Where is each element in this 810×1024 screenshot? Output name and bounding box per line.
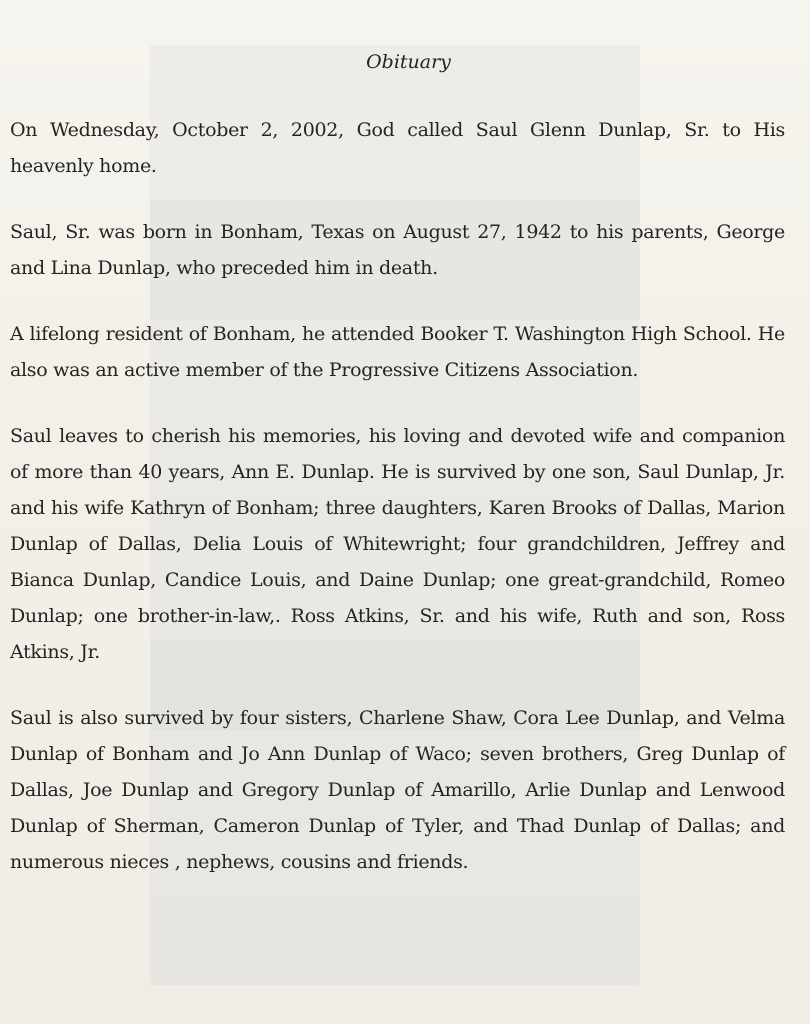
document-title: Obituary <box>366 51 451 73</box>
document-body <box>10 42 785 910</box>
paragraph-life: A lifelong resident of Bonham, he attended Booker T. Washington High School. He also was an active member of the Progressive Citizens Association. <box>10 323 785 381</box>
paragraph-survivors-family: Saul leaves to cherish his memories, his loving and devoted wife and companion of more than 40 years, Ann E. Dunlap. He is survived by one son, Saul Dunlap, Jr. and his wife Kathryn of Bonham; three daughters, Karen Brooks of Dallas, Marion Dunlap of Dallas, Delia Louis of Whitewright; four grandchildren, Jeffrey and Bianca Dunlap, Candice Louis, and Daine Dunlap; one great-grandchild, Romeo Dunlap; one brother-in-law,. Ross Atkins, Sr. and his wife, Ruth and son, Ross Atkins, Jr. <box>10 425 785 663</box>
paragraph-birth: Saul, Sr. was born in Bonham, Texas on August 27, 1942 to his parents, George and Lina Dunlap, who preceded him in death. <box>10 221 785 279</box>
paragraph-survivors-siblings: Saul is also survived by four sisters, Charlene Shaw, Cora Lee Dunlap, and Velma Dunlap of Bonham and Jo Ann Dunlap of Waco; seven brothers, Greg Dunlap of Dallas, Joe Dunlap and Gregory Dunlap of Amarillo, Arlie Dunlap and Lenwood Dunlap of Sherman, Cameron Dunlap of Tyler, and Thad Dunlap of Dallas; and numerous nieces , nephews, cousins and friends. <box>10 707 785 873</box>
paragraph-death-notice: On Wednesday, October 2, 2002, God called Saul Glenn Dunlap, Sr. to His heavenly home. <box>10 119 785 177</box>
